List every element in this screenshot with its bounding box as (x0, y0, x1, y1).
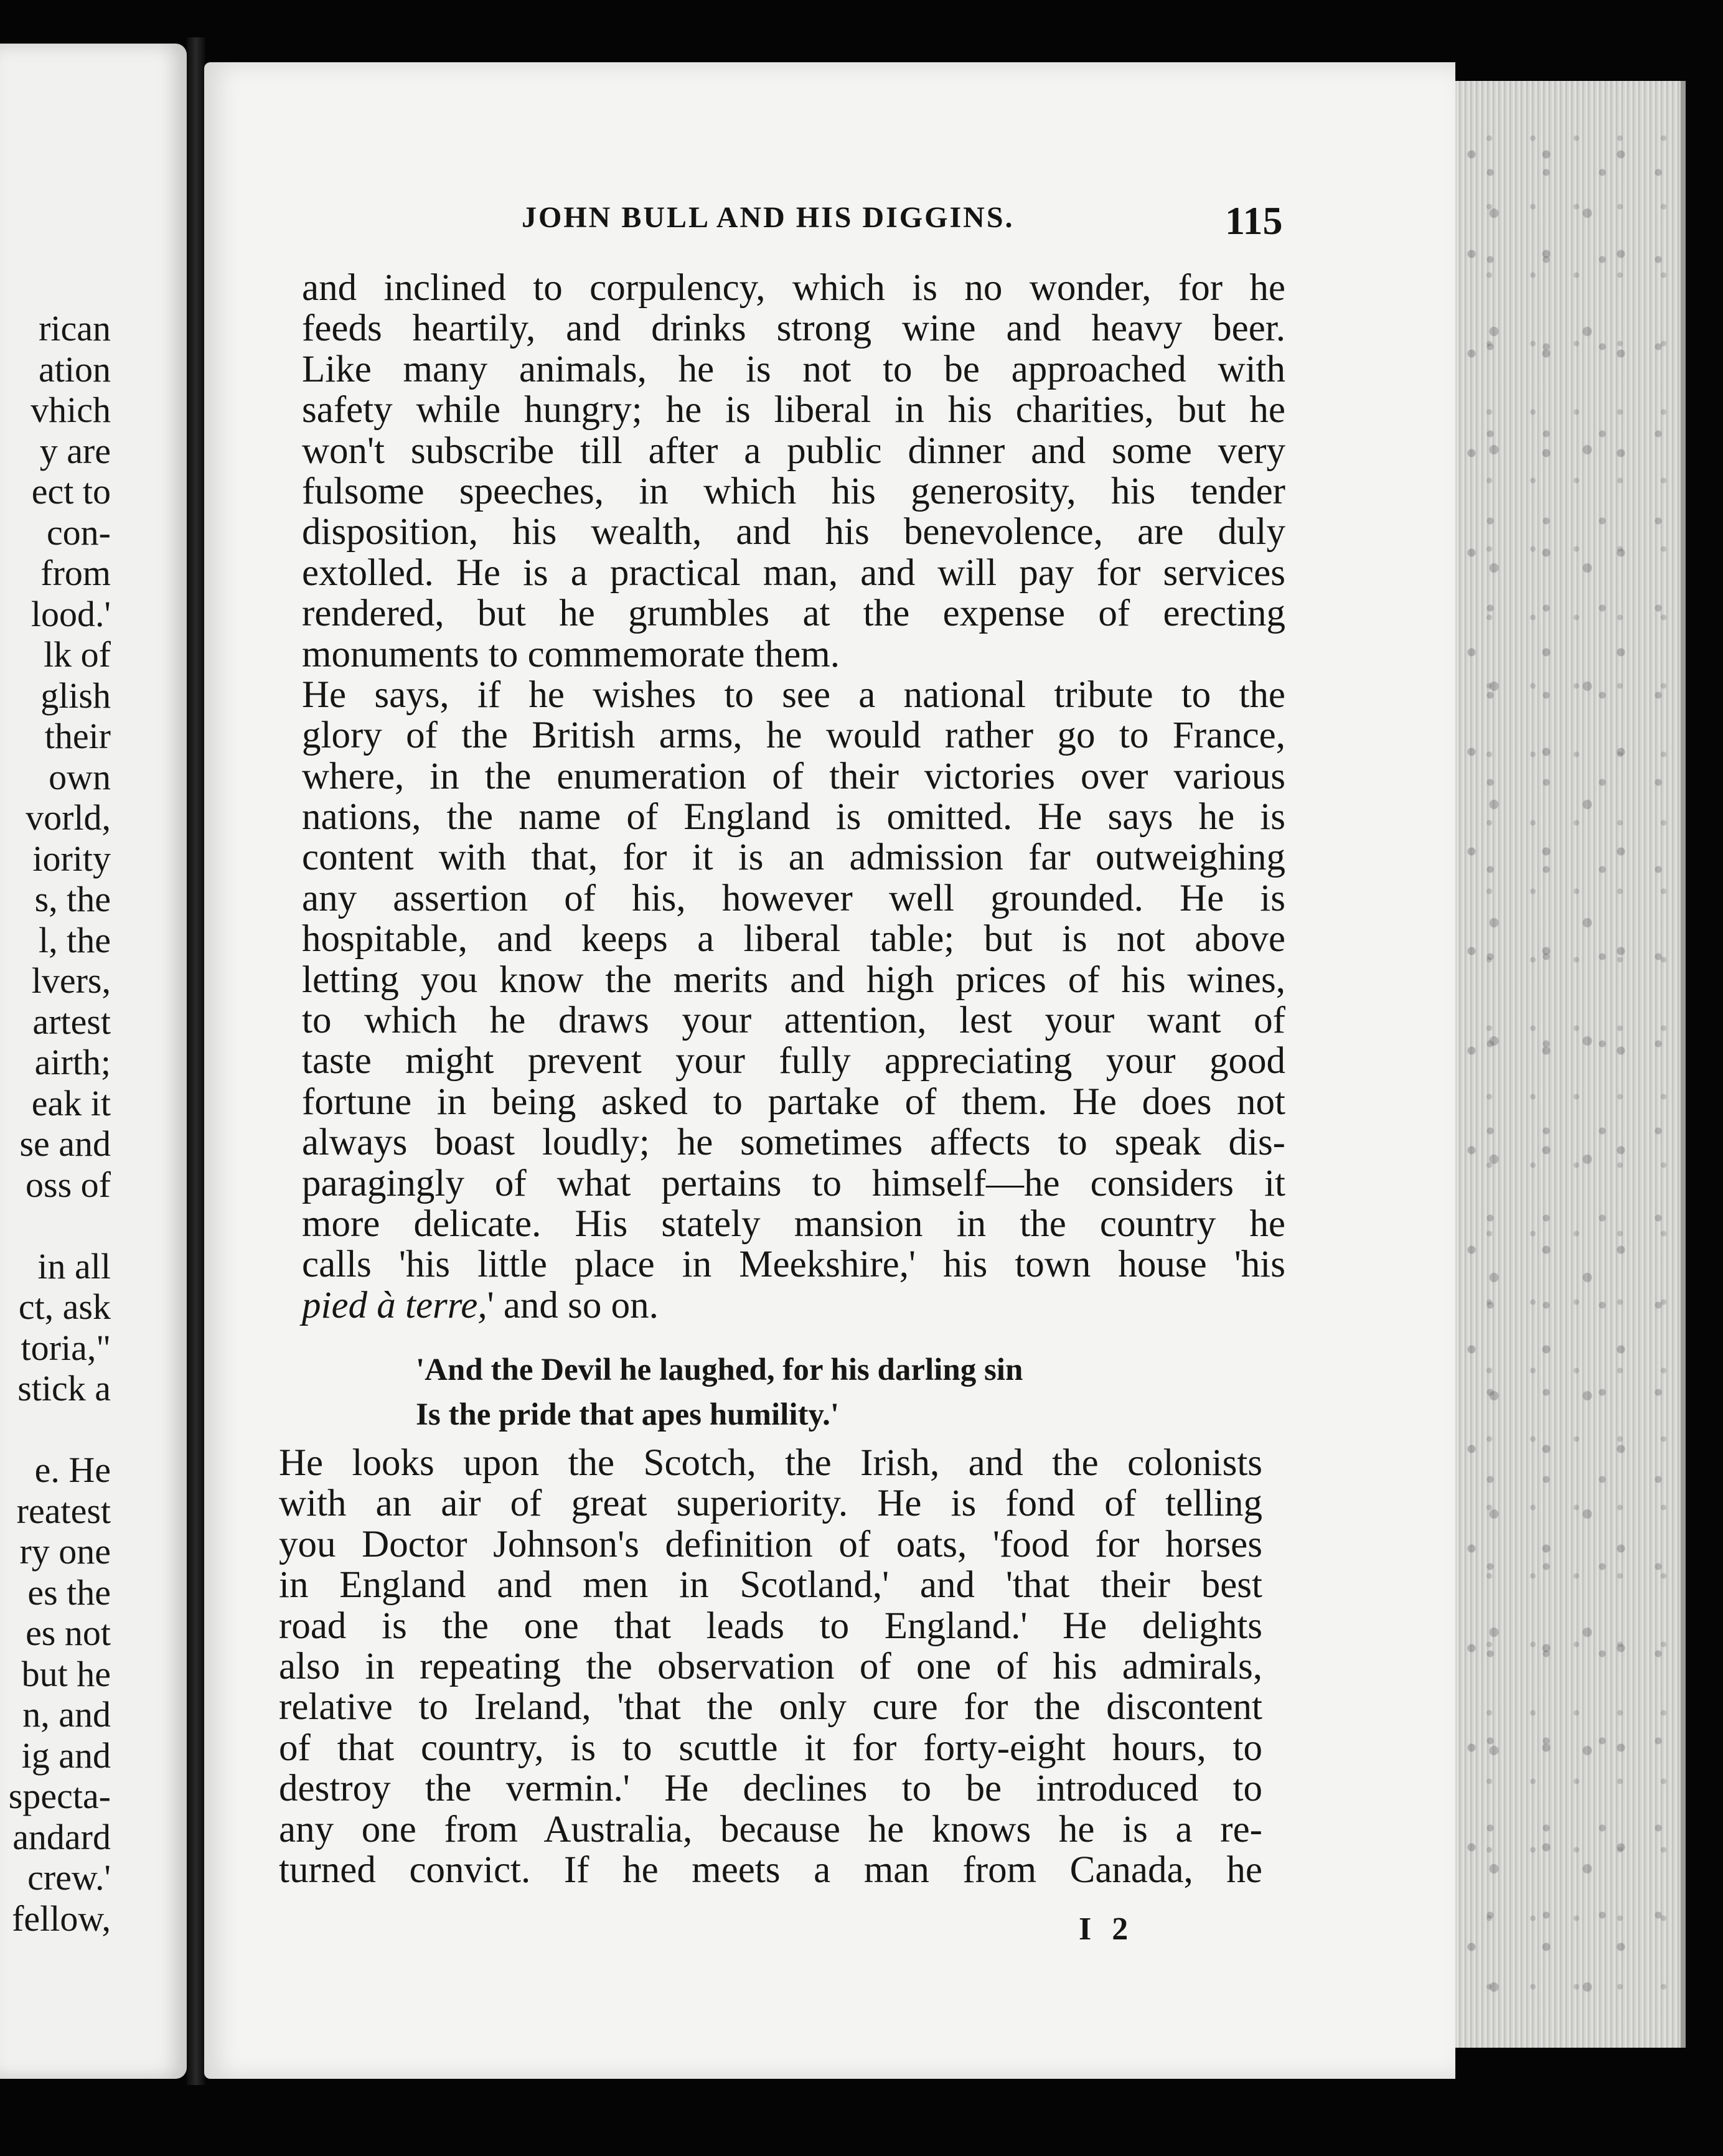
text-line: paragingly of what pertains to himself—he considers it (302, 1162, 1285, 1204)
text-line: in England and men in Scotland,' and 'that their best (279, 1564, 1262, 1606)
text-line: nations, the name of England is omitted. He says he is (302, 796, 1285, 838)
text-line: destroy the vermin.' He declines to be introduced to (279, 1768, 1262, 1810)
text-line: with an air of great superiority. He is fond of telling (279, 1483, 1262, 1525)
left-fragment: vorld, (26, 797, 111, 838)
text-line: fulsome speeches, in which his generosity, his tender (302, 470, 1285, 512)
left-fragment: ation (39, 349, 111, 390)
text-line: won't subscribe till after a public dinner and some very (302, 429, 1285, 472)
left-fragment: in all (37, 1245, 111, 1287)
text-line: letting you know the merits and high prices of his wines, (302, 958, 1285, 1001)
italic-phrase: pied à terre, (302, 1284, 487, 1326)
left-fragment: fellow, (12, 1898, 111, 1939)
text-line: glory of the British arms, he would rather go to France, (302, 715, 1285, 757)
verse-line: Is the pride that apes humility.' (416, 1397, 840, 1432)
left-fragment: ry one (19, 1531, 111, 1572)
left-fragment: andard (12, 1816, 111, 1857)
text-line: calls 'his little place in Meekshire,' his town house 'his (302, 1244, 1285, 1286)
running-head: JOHN BULL AND HIS DIGGINS. (522, 201, 1015, 234)
body-text-bottom (279, 1443, 1262, 1890)
text-line: relative to Ireland, 'that the only cure for the discontent (279, 1686, 1262, 1728)
left-fragment: n, and (22, 1694, 111, 1735)
left-fragment (0, 1205, 111, 1246)
text-line: content with that, for it is an admission far outweighing (302, 837, 1285, 879)
left-fragment: eak it (31, 1082, 111, 1123)
body-text-top (302, 268, 1285, 1326)
text-line: disposition, his wealth, and his benevolence, are duly (302, 511, 1285, 553)
left-fragment: crew.' (27, 1857, 111, 1898)
text-line: of that country, is to scuttle it for forty-eight hours, to (279, 1727, 1262, 1769)
text-line: safety while hungry; he is liberal in his charities, but he (302, 389, 1285, 431)
text-line: monuments to commemorate them. (302, 633, 840, 675)
left-fragment: ct, ask (18, 1287, 111, 1327)
left-fragment: rican (39, 308, 111, 349)
left-facing-page (0, 44, 187, 2079)
left-fragment: stick a (17, 1368, 111, 1408)
text-line: feeds heartily, and drinks strong wine and heavy beer. (302, 307, 1285, 350)
left-fragment: from (40, 553, 111, 593)
left-fragment: glish (40, 675, 111, 716)
text-line: He says, if he wishes to see a national tribute to the (302, 673, 1285, 716)
paragraph-2 (302, 675, 1285, 1285)
text-line: always boast loudly; he sometimes affects to speak dis- (302, 1122, 1285, 1164)
closing-text: ' and so on. (487, 1284, 659, 1326)
verse-quotation (416, 1348, 1163, 1437)
text-line: and inclined to corpulency, which is no wonder, for he (302, 267, 1285, 309)
text-line: where, in the enumeration of their victories over various (302, 755, 1285, 797)
left-fragment: toria," (21, 1327, 111, 1368)
left-fragment: but he (21, 1653, 111, 1694)
left-fragment: their (44, 716, 111, 756)
left-fragment: lood.' (31, 593, 111, 634)
left-fragment: con- (46, 512, 111, 553)
left-fragment: iority (32, 838, 111, 879)
left-fragment (0, 1409, 111, 1450)
left-fragment: ect to (31, 471, 111, 512)
left-fragment: oss of (26, 1164, 111, 1205)
left-fragment: es the (27, 1572, 111, 1613)
text-line: any assertion of his, however well grounded. He is (302, 877, 1285, 919)
left-fragment: y are (39, 430, 111, 471)
text-line: you Doctor Johnson's definition of oats, 'food for horses (279, 1523, 1262, 1565)
paragraph-3 (279, 1443, 1262, 1890)
text-line: also in repeating the observation of one of his admirals, (279, 1645, 1262, 1687)
left-fragment: s, the (34, 879, 111, 919)
paragraph-2-last-line (302, 1285, 1285, 1326)
page-edge-foxing (1457, 124, 1668, 1992)
left-fragment: se and (19, 1123, 111, 1164)
text-line: He looks upon the Scotch, the Irish, and the colonists (279, 1442, 1262, 1484)
page-number: 115 (1225, 199, 1283, 243)
left-fragment: l, the (39, 919, 111, 960)
left-fragment: specta- (8, 1776, 111, 1816)
left-fragment: airth; (34, 1042, 111, 1082)
text-line: rendered, but he grumbles at the expense of erecting (302, 593, 1285, 635)
text-line: to which he draws your attention, lest your want of (302, 1000, 1285, 1042)
text-line: hospitable, and keeps a liberal table; but is not above (302, 918, 1285, 960)
left-fragment: lk of (44, 634, 111, 675)
left-fragment: ig and (21, 1735, 111, 1776)
text-line: more delicate. His stately mansion in the country he (302, 1202, 1285, 1245)
signature-mark: I 2 (1079, 1911, 1135, 1947)
text-line: Like many animals, he is not to be approached with (302, 348, 1285, 390)
verse-line: 'And the Devil he laughed, for his darling sin (416, 1352, 1023, 1387)
text-line: any one from Australia, because he knows he is a re- (279, 1808, 1262, 1850)
text-line: taste might prevent your fully appreciating your good (302, 1040, 1285, 1082)
left-fragment: own (49, 756, 111, 797)
left-fragment: es not (26, 1613, 111, 1653)
left-fragment: e. He (34, 1450, 111, 1490)
left-fragment: vhich (31, 390, 111, 430)
text-line: turned convict. If he meets a man from Canada, he (279, 1849, 1262, 1891)
book-gutter (187, 37, 205, 2085)
left-fragment: reatest (16, 1490, 111, 1531)
left-page-text-fragments (0, 308, 111, 1939)
paragraph-1 (302, 268, 1285, 675)
text-line: extolled. He is a practical man, and will pay for services (302, 551, 1285, 594)
text-line: road is the one that leads to England.' He delights (279, 1605, 1262, 1647)
text-line: fortune in being asked to partake of them. He does not (302, 1080, 1285, 1123)
left-fragment: lvers, (31, 960, 111, 1001)
left-fragment: artest (32, 1001, 111, 1042)
